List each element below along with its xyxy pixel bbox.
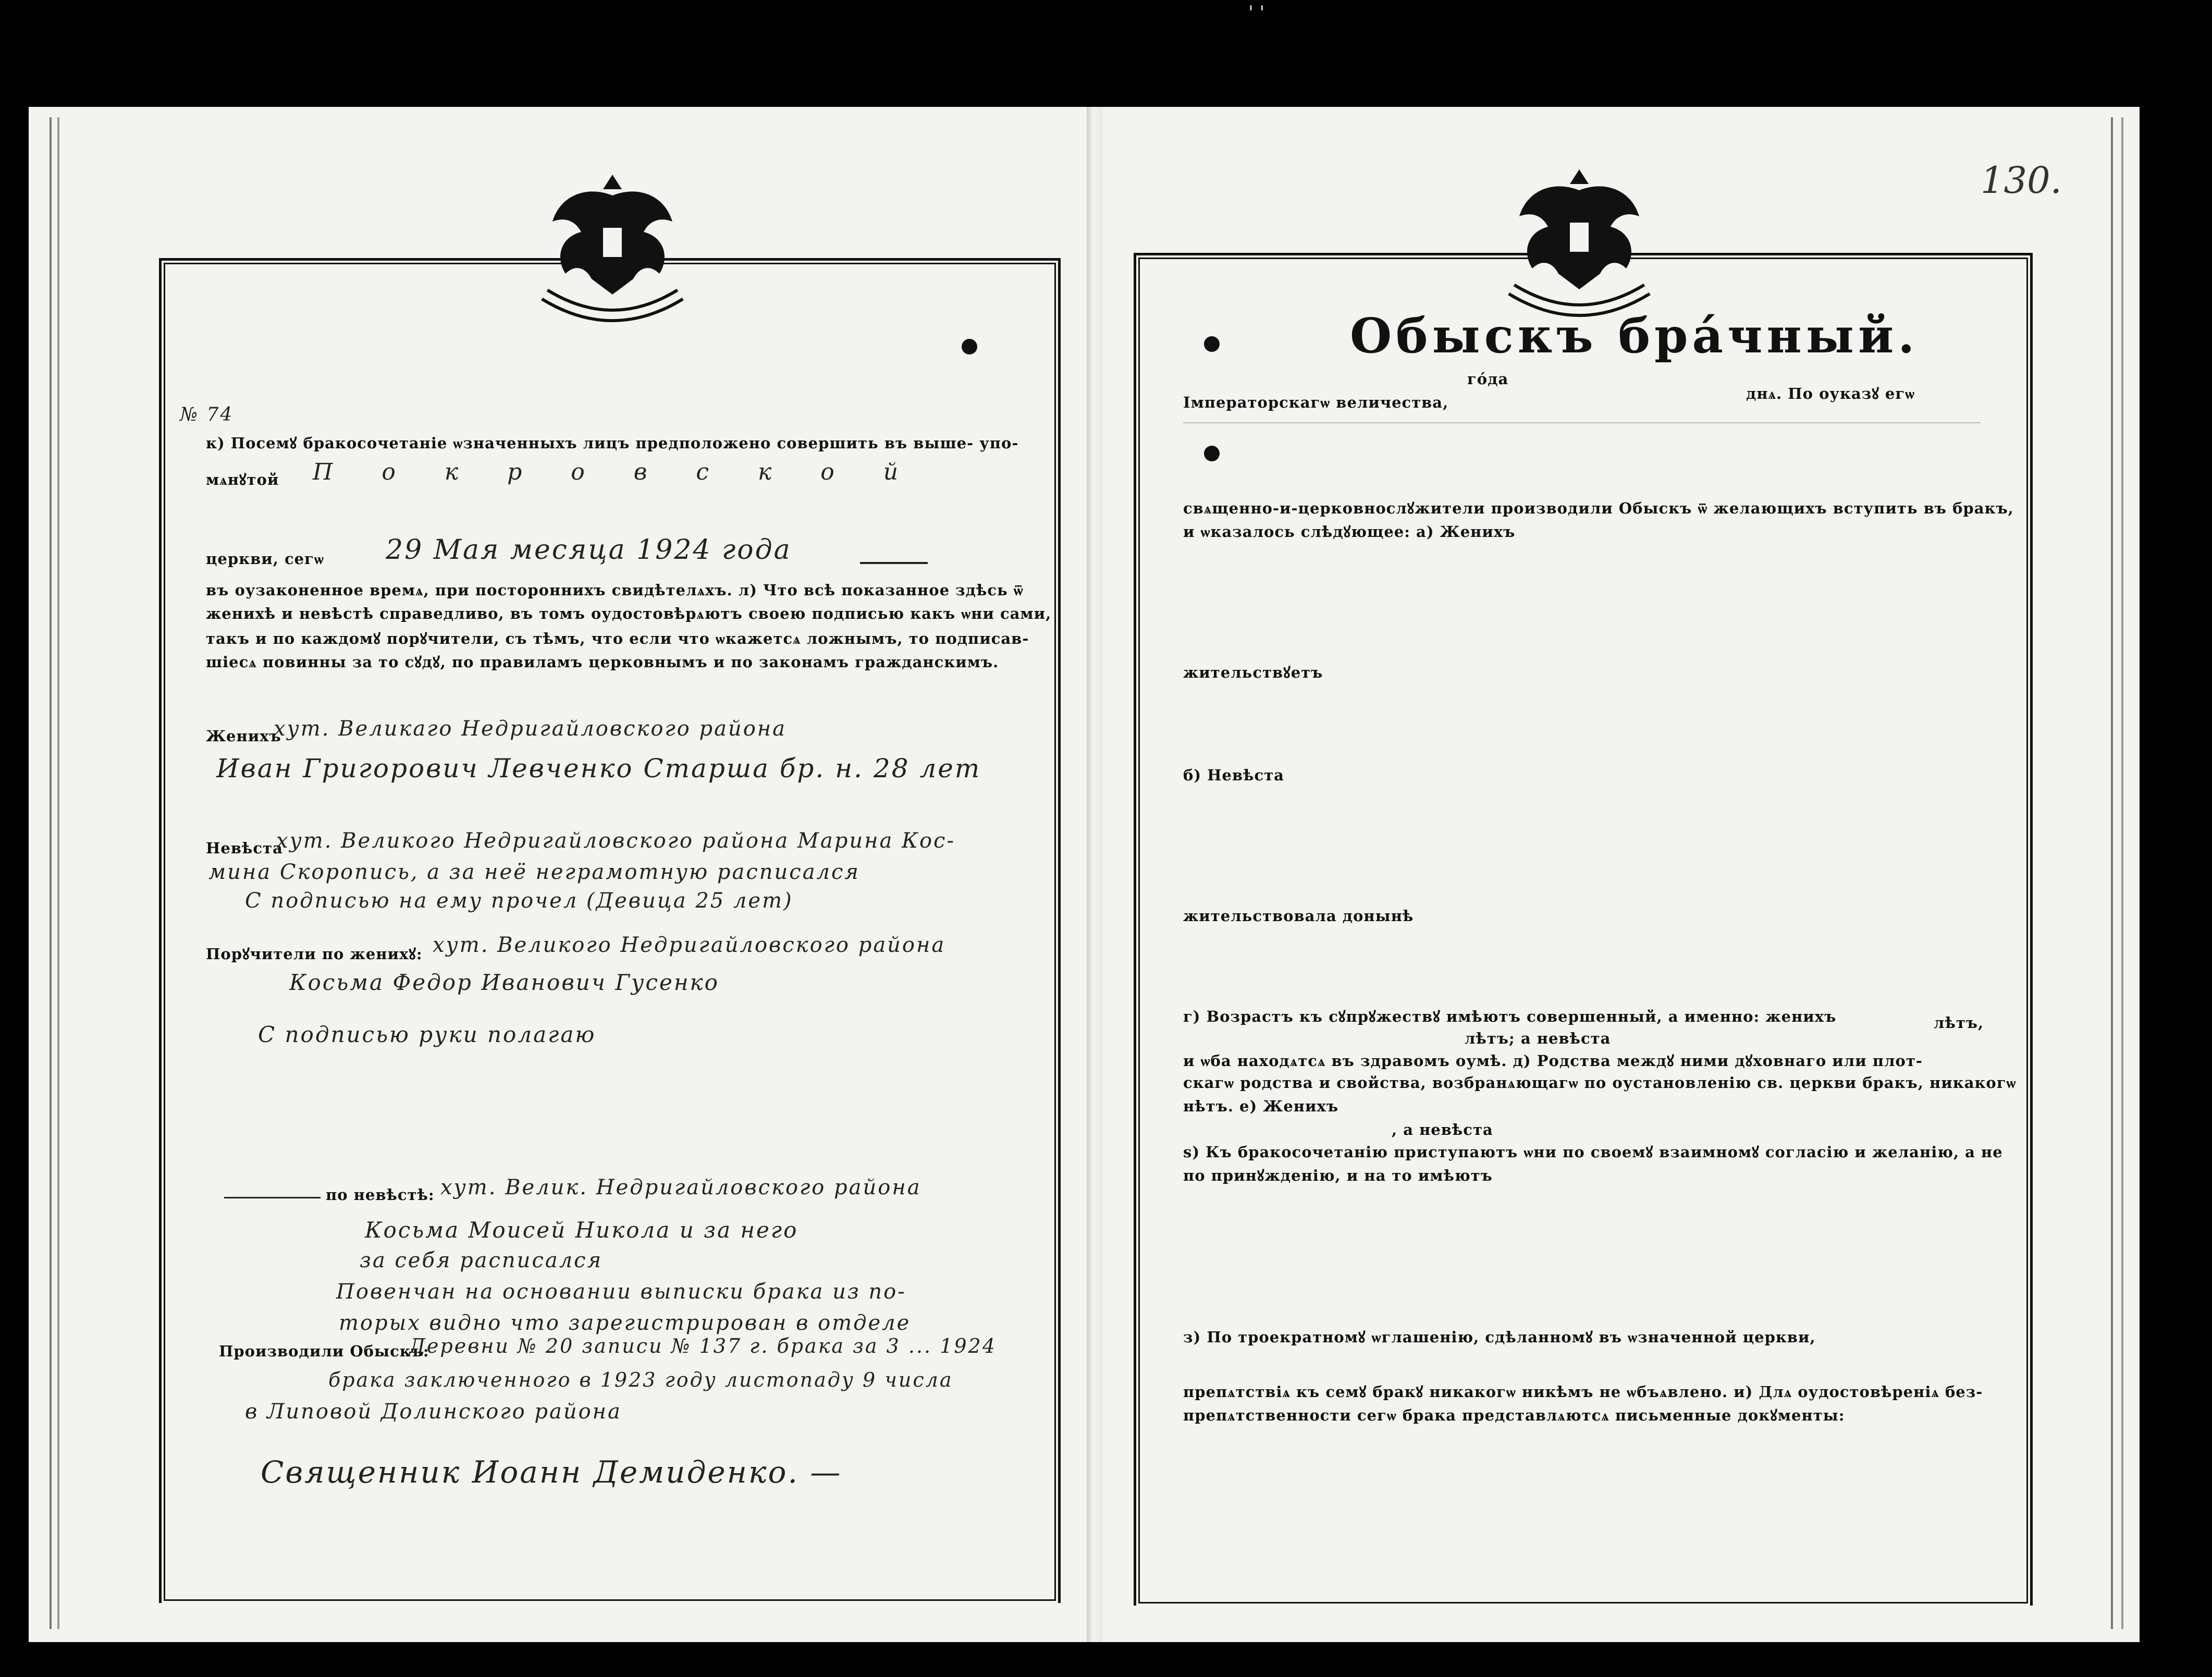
bride-origin: хут. Великого Недригайловского района Марина Кос- (276, 829, 955, 853)
guarantor-line: такъ и по каждомꙋ порꙋчители, съ тѣмъ, что если что ѡкажетсѧ ложнымъ, то подписав- (206, 630, 1029, 647)
bride-label: б) Невѣста (1183, 766, 1284, 784)
groom-guarantors-label: Порꙋчители по женихꙋ: (206, 945, 423, 963)
bride-guarantor-sign: за себя расписался (360, 1248, 603, 1272)
examiners-label: Производили Обыскъ: (219, 1342, 429, 1360)
page-edge (2111, 117, 2113, 1629)
clergy-line: свѧщенно-и-церковнослꙋжители производили Обыскъ ѿ желающихъ вступить въ бракъ, (1183, 499, 2014, 517)
bride-guarantors-label: по невѣстѣ: (326, 1186, 435, 1204)
liability-line: шіесѧ повинны за то сꙋдꙋ, по правиламъ церковнымъ и по законамъ гражданскимъ. (206, 653, 999, 671)
priest-signature: Священник Иоанн Демиденко. — (261, 1454, 842, 1490)
bride-label-left: Невѣста (206, 839, 283, 857)
binding-edge (57, 117, 59, 1629)
health-line: и ѡба находѧтсѧ въ здравомъ оумѣ. д) Родства междꙋ ними дꙋховнаго или плот- (1183, 1052, 1923, 1070)
marriage-note-1: Повенчан на основании выписки брака из по- (336, 1280, 906, 1304)
punch-hole (1204, 336, 1220, 352)
documents-line: препѧтственности сегѡ брака представлѧютсѧ письменные докꙋменты: (1183, 1406, 1845, 1424)
age-line: г) Возрастъ къ сꙋпрꙋжествꙋ имѣютъ совершенный, а именно: женихъ (1183, 1008, 1837, 1025)
bride-resided-label: жительствовала донынѣ (1183, 907, 1414, 925)
certify-line: женихѣ и невѣстѣ справедливо, въ томъ оудостовѣрѧютъ своею подписью какъ ѡни сами, (206, 605, 1052, 622)
bride-guarantor-origin: хут. Велик. Недригайловского района (440, 1176, 921, 1199)
church-date-prefix: церкви, сегѡ (206, 550, 324, 568)
binding-edge (50, 117, 52, 1629)
groom-guarantor-name: Косьма Федор Иванович Гусенко (289, 970, 719, 995)
fill-line (224, 1197, 321, 1198)
right-form-frame (1134, 253, 2033, 1606)
church-name: П о к р о в с к о й (313, 459, 919, 485)
marriage-note-5: в Липовой Долинского района (245, 1400, 622, 1424)
groom-name: Иван Григорович Левченко Старша бр. н. 28 лет (216, 753, 981, 784)
punch-hole (1204, 446, 1220, 461)
page-title: Обыскъ бра́чный. (1350, 308, 1919, 364)
groom-origin: хут. Великаго Недригайловского района (274, 717, 787, 741)
header-left: Імператорскагѡ величества, (1183, 394, 1449, 411)
punch-hole (962, 339, 977, 354)
bride-signature-note: С подписью на ему прочел (Девица 25 лет) (245, 889, 793, 913)
banns-line: з) По троекратномꙋ ѡглашенію, сдѣланномꙋ въ ѡзначенной церкви, (1183, 1328, 1816, 1346)
consent-line-2: по принꙋжденію, и на то имѣютъ (1183, 1167, 1493, 1184)
kinship-line: скагѡ родства и свойства, возбранѧющагѡ по оустановленію св. церкви бракъ, никакогѡ (1183, 1074, 2017, 1092)
top-edge-text: ' ' (1248, 3, 1265, 24)
wedding-date: 29 Мая месяца 1924 года (386, 534, 792, 566)
groom-guarantor-origin: хут. Великого Недригайловского района (433, 933, 946, 957)
age-years-bride: лѣтъ; а невѣста (1465, 1030, 1611, 1047)
bride-line: , а невѣста (1392, 1121, 1493, 1139)
bride-guarantor-name: Косьма Моисей Никола и за него (365, 1217, 798, 1243)
resides-label: жительствꙋетъ (1183, 664, 1323, 681)
groom-line: нѣтъ. е) Женихъ (1183, 1097, 1339, 1115)
marriage-note-3: Деревни № 20 записи № 137 г. брака за 3 ... 1924 (409, 1335, 997, 1357)
marriage-line: к) Посемꙋ бракосочетаніе ѡзначенныхъ лицъ предположено совершить въ выше- упо- (206, 434, 1019, 452)
groom-guarantor-sign: С подписью руки полагаю (258, 1022, 596, 1047)
consent-line: ѕ) Къ бракосочетанію приступаютъ ѡни по своемꙋ взаимномꙋ согласію и желанію, а не (1183, 1143, 2003, 1161)
blank-line (1183, 422, 1981, 423)
header-year-word: го́да (1467, 370, 1509, 388)
marriage-note-4: брака заключенного в 1923 году листопаду 9 числа (328, 1368, 953, 1391)
marriage-note-2: торых видно что зарегистрирован в отделе (339, 1311, 911, 1335)
header-right: днѧ. По оуказꙋ егѡ (1746, 385, 1915, 402)
witness-line: въ оузаконенное времѧ, при постороннихъ свидѣтелѧхъ. л) Что всѣ показанное здѣсь ѿ (206, 581, 1024, 599)
bride-name: мина Скоропись, а за неё неграмотную расписался (208, 860, 860, 884)
found-line: и ѡказалось слѣдꙋющее: а) Женихъ (1183, 523, 1516, 541)
eagle-crest-icon (524, 164, 701, 336)
page-edge (2121, 117, 2123, 1629)
book-gutter (1087, 107, 1102, 1642)
groom-label: Женихъ (206, 727, 281, 745)
church-prefix: мѧнꙋтой (206, 471, 279, 488)
impediment-line: препѧтствіѧ къ семꙋ бракꙋ никакогѡ никѣмъ не ѡбъѧвлено. и) Длѧ оудостовѣреніѧ без- (1183, 1383, 1983, 1401)
entry-number: № 74 (180, 404, 234, 425)
eagle-crest-icon (1491, 159, 1668, 331)
age-years-right: лѣтъ, (1934, 1014, 1984, 1032)
page-number-stamp: 130. (1981, 159, 2062, 202)
fill-line (860, 562, 928, 564)
